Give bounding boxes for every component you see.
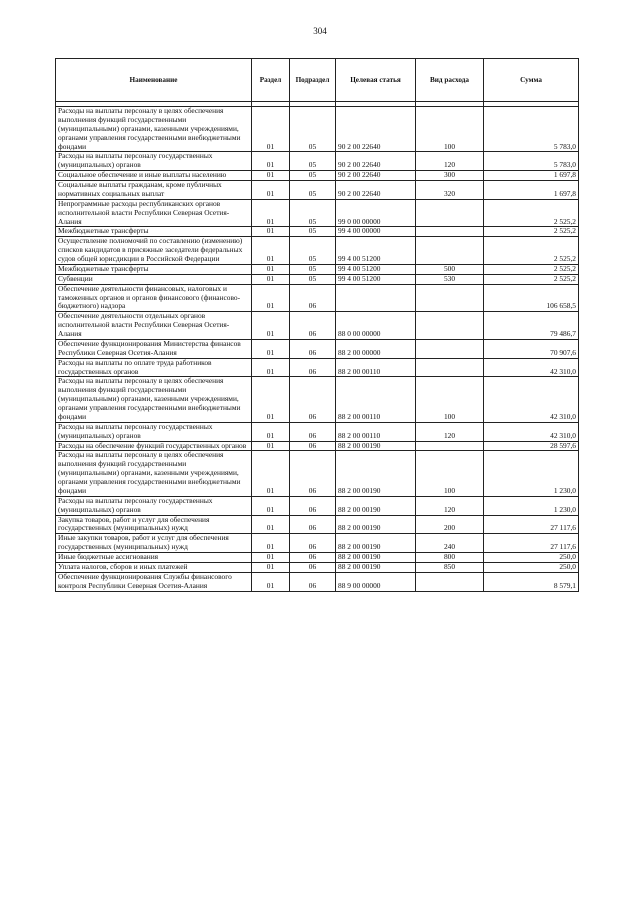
- row-celevaya: 88 2 00 00190: [336, 441, 416, 451]
- row-vid: 800: [416, 553, 484, 563]
- row-name: Расходы на выплаты персоналу в целях обеспечения выполнения функций государственными (муниципальными) органами, казенными учреждениями, органами управления государственными внебюджетными фондами: [56, 377, 252, 422]
- row-summa: 2 525,2: [484, 264, 579, 274]
- row-razdel: 01: [252, 358, 290, 377]
- row-vid: [416, 227, 484, 237]
- row-podrazdel: 06: [290, 358, 336, 377]
- row-summa: 42 310,0: [484, 377, 579, 422]
- row-celevaya: 99 0 00 00000: [336, 199, 416, 227]
- row-name: Субвенции: [56, 274, 252, 284]
- row-celevaya: 90 2 00 22640: [336, 171, 416, 181]
- table-row: [56, 312, 579, 340]
- row-razdel: 01: [252, 237, 290, 265]
- row-celevaya: 99 4 00 51200: [336, 264, 416, 274]
- row-name: Расходы на выплаты персоналу государственных (муниципальных) органов: [56, 422, 252, 441]
- table-row: [56, 451, 579, 496]
- row-podrazdel: 06: [290, 562, 336, 572]
- row-razdel: 01: [252, 553, 290, 563]
- table-row: [56, 358, 579, 377]
- row-podrazdel: 06: [290, 312, 336, 340]
- row-celevaya: 88 2 00 00190: [336, 562, 416, 572]
- row-vid: [416, 441, 484, 451]
- row-razdel: 01: [252, 181, 290, 200]
- row-podrazdel: 06: [290, 534, 336, 553]
- row-name: Расходы на выплаты персоналу в целях обеспечения выполнения функций государственными (муниципальными) органами, казенными учреждениями, органами управления государственными внебюджетными фондами: [56, 107, 252, 152]
- header-podrazdel: Подраздел: [290, 59, 336, 102]
- table-header-row: [56, 59, 579, 102]
- table-row: [56, 496, 579, 515]
- header-summa: Сумма: [484, 59, 579, 102]
- row-summa: 28 597,6: [484, 441, 579, 451]
- row-vid: 850: [416, 562, 484, 572]
- table-row: [56, 422, 579, 441]
- header-name: Наименование: [56, 59, 252, 102]
- row-summa: 1 230,0: [484, 496, 579, 515]
- row-vid: [416, 358, 484, 377]
- row-name: Непрограммные расходы республиканских органов исполнительной власти Республики Северная Осетия-Алания: [56, 199, 252, 227]
- row-celevaya: 88 2 00 00190: [336, 451, 416, 496]
- row-podrazdel: 06: [290, 515, 336, 534]
- row-name: Расходы на выплаты персоналу государственных (муниципальных) органов: [56, 152, 252, 171]
- row-vid: [416, 284, 484, 312]
- row-razdel: 01: [252, 274, 290, 284]
- budget-table: [55, 58, 579, 592]
- row-razdel: 01: [252, 152, 290, 171]
- row-celevaya: 90 2 00 22640: [336, 152, 416, 171]
- row-podrazdel: 06: [290, 496, 336, 515]
- table-row: [56, 107, 579, 152]
- row-razdel: 01: [252, 496, 290, 515]
- table-row: [56, 199, 579, 227]
- row-celevaya: 88 0 00 00000: [336, 312, 416, 340]
- row-razdel: 01: [252, 227, 290, 237]
- row-summa: 1 697,8: [484, 181, 579, 200]
- table-row: [56, 274, 579, 284]
- row-summa: 2 525,2: [484, 199, 579, 227]
- row-razdel: 01: [252, 284, 290, 312]
- row-celevaya: 90 2 00 22640: [336, 181, 416, 200]
- row-name: Межбюджетные трансферты: [56, 227, 252, 237]
- row-summa: 70 907,6: [484, 339, 579, 358]
- row-summa: 79 486,7: [484, 312, 579, 340]
- row-celevaya: 90 2 00 22640: [336, 107, 416, 152]
- row-podrazdel: 05: [290, 152, 336, 171]
- row-summa: 250,0: [484, 553, 579, 563]
- row-summa: 42 310,0: [484, 422, 579, 441]
- row-summa: 27 117,6: [484, 534, 579, 553]
- row-vid: 120: [416, 152, 484, 171]
- row-celevaya: 88 2 00 00000: [336, 339, 416, 358]
- header-vid: Вид расхода: [416, 59, 484, 102]
- row-vid: 100: [416, 107, 484, 152]
- table-row: [56, 171, 579, 181]
- row-name: Закупка товаров, работ и услуг для обеспечения государственных (муниципальных) нужд: [56, 515, 252, 534]
- row-summa: 2 525,2: [484, 274, 579, 284]
- row-vid: [416, 237, 484, 265]
- row-name: Расходы на выплаты персоналу в целях обеспечения выполнения функций государственными (муниципальными) органами, казенными учреждениями, органами управления государственными внебюджетными фондами: [56, 451, 252, 496]
- row-celevaya: 88 2 00 00190: [336, 515, 416, 534]
- row-summa: 5 783,0: [484, 107, 579, 152]
- row-vid: 300: [416, 171, 484, 181]
- row-vid: [416, 312, 484, 340]
- row-razdel: 01: [252, 422, 290, 441]
- row-summa: 42 310,0: [484, 358, 579, 377]
- row-celevaya: 88 2 00 00190: [336, 553, 416, 563]
- row-vid: 530: [416, 274, 484, 284]
- row-vid: 100: [416, 377, 484, 422]
- row-celevaya: 88 2 00 00110: [336, 358, 416, 377]
- row-summa: 1 230,0: [484, 451, 579, 496]
- row-name: Социальные выплаты гражданам, кроме публичных нормативных социальных выплат: [56, 181, 252, 200]
- table-row: [56, 572, 579, 591]
- row-podrazdel: 05: [290, 237, 336, 265]
- row-vid: 320: [416, 181, 484, 200]
- row-podrazdel: 06: [290, 377, 336, 422]
- row-summa: 8 579,1: [484, 572, 579, 591]
- row-razdel: 01: [252, 515, 290, 534]
- table-row: [56, 152, 579, 171]
- row-vid: [416, 199, 484, 227]
- row-vid: 200: [416, 515, 484, 534]
- row-podrazdel: 05: [290, 264, 336, 274]
- table-row: [56, 284, 579, 312]
- row-razdel: 01: [252, 572, 290, 591]
- table-row: [56, 264, 579, 274]
- row-celevaya: 88 2 00 00110: [336, 377, 416, 422]
- row-name: Обеспечение функционирования Министерства финансов Республики Северная Осетия-Алания: [56, 339, 252, 358]
- row-vid: 240: [416, 534, 484, 553]
- row-celevaya: 88 9 00 00000: [336, 572, 416, 591]
- row-podrazdel: 05: [290, 171, 336, 181]
- row-vid: [416, 572, 484, 591]
- row-name: Расходы на выплаты по оплате труда работников государственных органов: [56, 358, 252, 377]
- row-name: Обеспечение функционирования Службы финансового контроля Республики Северная Осетия-Алания: [56, 572, 252, 591]
- row-razdel: 01: [252, 264, 290, 274]
- row-razdel: 01: [252, 377, 290, 422]
- row-vid: 100: [416, 451, 484, 496]
- row-name: Уплата налогов, сборов и иных платежей: [56, 562, 252, 572]
- row-name: Обеспечение деятельности отдельных органов исполнительной власти Республики Северная Осетия-Алания: [56, 312, 252, 340]
- row-razdel: 01: [252, 451, 290, 496]
- row-podrazdel: 05: [290, 107, 336, 152]
- row-name: Социальное обеспечение и иные выплаты населению: [56, 171, 252, 181]
- row-podrazdel: 05: [290, 199, 336, 227]
- row-podrazdel: 06: [290, 422, 336, 441]
- row-celevaya: 88 2 00 00190: [336, 534, 416, 553]
- row-name: Иные закупки товаров, работ и услуг для обеспечения государственных (муниципальных) нужд: [56, 534, 252, 553]
- row-name: Обеспечение деятельности финансовых, налоговых и таможенных органов и органов финансового (финансово-бюджетного) надзора: [56, 284, 252, 312]
- row-name: Осуществление полномочий по составлению (изменению) списков кандидатов в присяжные заседатели федеральных судов общей юрисдикции в Российской Федерации: [56, 237, 252, 265]
- row-podrazdel: 06: [290, 441, 336, 451]
- row-vid: 120: [416, 422, 484, 441]
- row-summa: 2 525,2: [484, 237, 579, 265]
- header-razdel: Раздел: [252, 59, 290, 102]
- table-row: [56, 237, 579, 265]
- table-row: [56, 562, 579, 572]
- row-podrazdel: 05: [290, 181, 336, 200]
- row-podrazdel: 05: [290, 274, 336, 284]
- row-podrazdel: 06: [290, 339, 336, 358]
- header-celevaya: Целевая статья: [336, 59, 416, 102]
- row-summa: 2 525,2: [484, 227, 579, 237]
- row-razdel: 01: [252, 107, 290, 152]
- table-row: [56, 181, 579, 200]
- row-podrazdel: 06: [290, 572, 336, 591]
- row-celevaya: 88 2 00 00110: [336, 422, 416, 441]
- row-razdel: 01: [252, 562, 290, 572]
- row-summa: 250,0: [484, 562, 579, 572]
- row-celevaya: 99 4 00 00000: [336, 227, 416, 237]
- table-row: [56, 534, 579, 553]
- row-summa: 106 658,5: [484, 284, 579, 312]
- table-row: [56, 553, 579, 563]
- row-vid: 120: [416, 496, 484, 515]
- row-razdel: 01: [252, 441, 290, 451]
- row-vid: 500: [416, 264, 484, 274]
- row-podrazdel: 06: [290, 284, 336, 312]
- row-razdel: 01: [252, 171, 290, 181]
- row-vid: [416, 339, 484, 358]
- row-celevaya: 99 4 00 51200: [336, 274, 416, 284]
- row-summa: 5 783,0: [484, 152, 579, 171]
- row-summa: 27 117,6: [484, 515, 579, 534]
- row-name: Расходы на обеспечение функций государственных органов: [56, 441, 252, 451]
- row-razdel: 01: [252, 534, 290, 553]
- row-summa: 1 697,8: [484, 171, 579, 181]
- row-celevaya: [336, 284, 416, 312]
- table-row: [56, 515, 579, 534]
- row-razdel: 01: [252, 199, 290, 227]
- table-row: [56, 441, 579, 451]
- row-podrazdel: 05: [290, 227, 336, 237]
- row-podrazdel: 06: [290, 553, 336, 563]
- row-name: Иные бюджетные ассигнования: [56, 553, 252, 563]
- table-row: [56, 377, 579, 422]
- row-name: Расходы на выплаты персоналу государственных (муниципальных) органов: [56, 496, 252, 515]
- table-row: [56, 227, 579, 237]
- row-razdel: 01: [252, 312, 290, 340]
- row-celevaya: 88 2 00 00190: [336, 496, 416, 515]
- row-name: Межбюджетные трансферты: [56, 264, 252, 274]
- page-number: 304: [313, 26, 327, 36]
- row-razdel: 01: [252, 339, 290, 358]
- row-podrazdel: 06: [290, 451, 336, 496]
- table-row: [56, 339, 579, 358]
- row-celevaya: 99 4 00 51200: [336, 237, 416, 265]
